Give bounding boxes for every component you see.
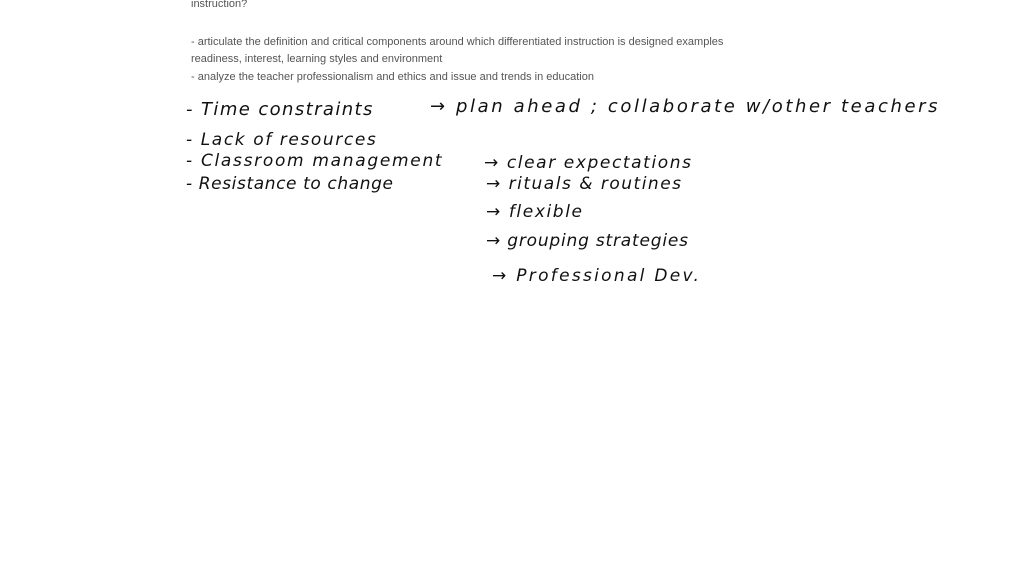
objective-1-continuation-text: readiness, interest, learning styles and environment <box>191 53 443 65</box>
handwritten-solution-item: → clear expectations <box>484 153 693 173</box>
handwritten-solution-time: → plan ahead ; collaborate w/other teachers <box>430 96 941 117</box>
handwritten-challenge-time: - Time constraints <box>186 99 374 120</box>
handwritten-solution-item: → Professional Dev. <box>492 266 702 286</box>
handwritten-solution-item: → grouping strategies <box>486 231 689 251</box>
objective-2-text: - analyze the teacher professionalism and ethics and issue and trends in education <box>191 71 594 83</box>
objective-1-text: - articulate the definition and critical components around which differentiated instruction is designed examples <box>191 36 724 48</box>
handwritten-challenge-resources: - Lack of resources <box>186 130 378 150</box>
handwritten-solution-item: → flexible <box>486 202 584 222</box>
handwritten-solution-item: → rituals & routines <box>486 174 683 194</box>
handwritten-challenge-classroom: - Classroom management <box>186 151 444 171</box>
question-text: instruction? <box>191 0 248 10</box>
handwritten-challenge-resistance: - Resistance to change <box>186 174 394 194</box>
